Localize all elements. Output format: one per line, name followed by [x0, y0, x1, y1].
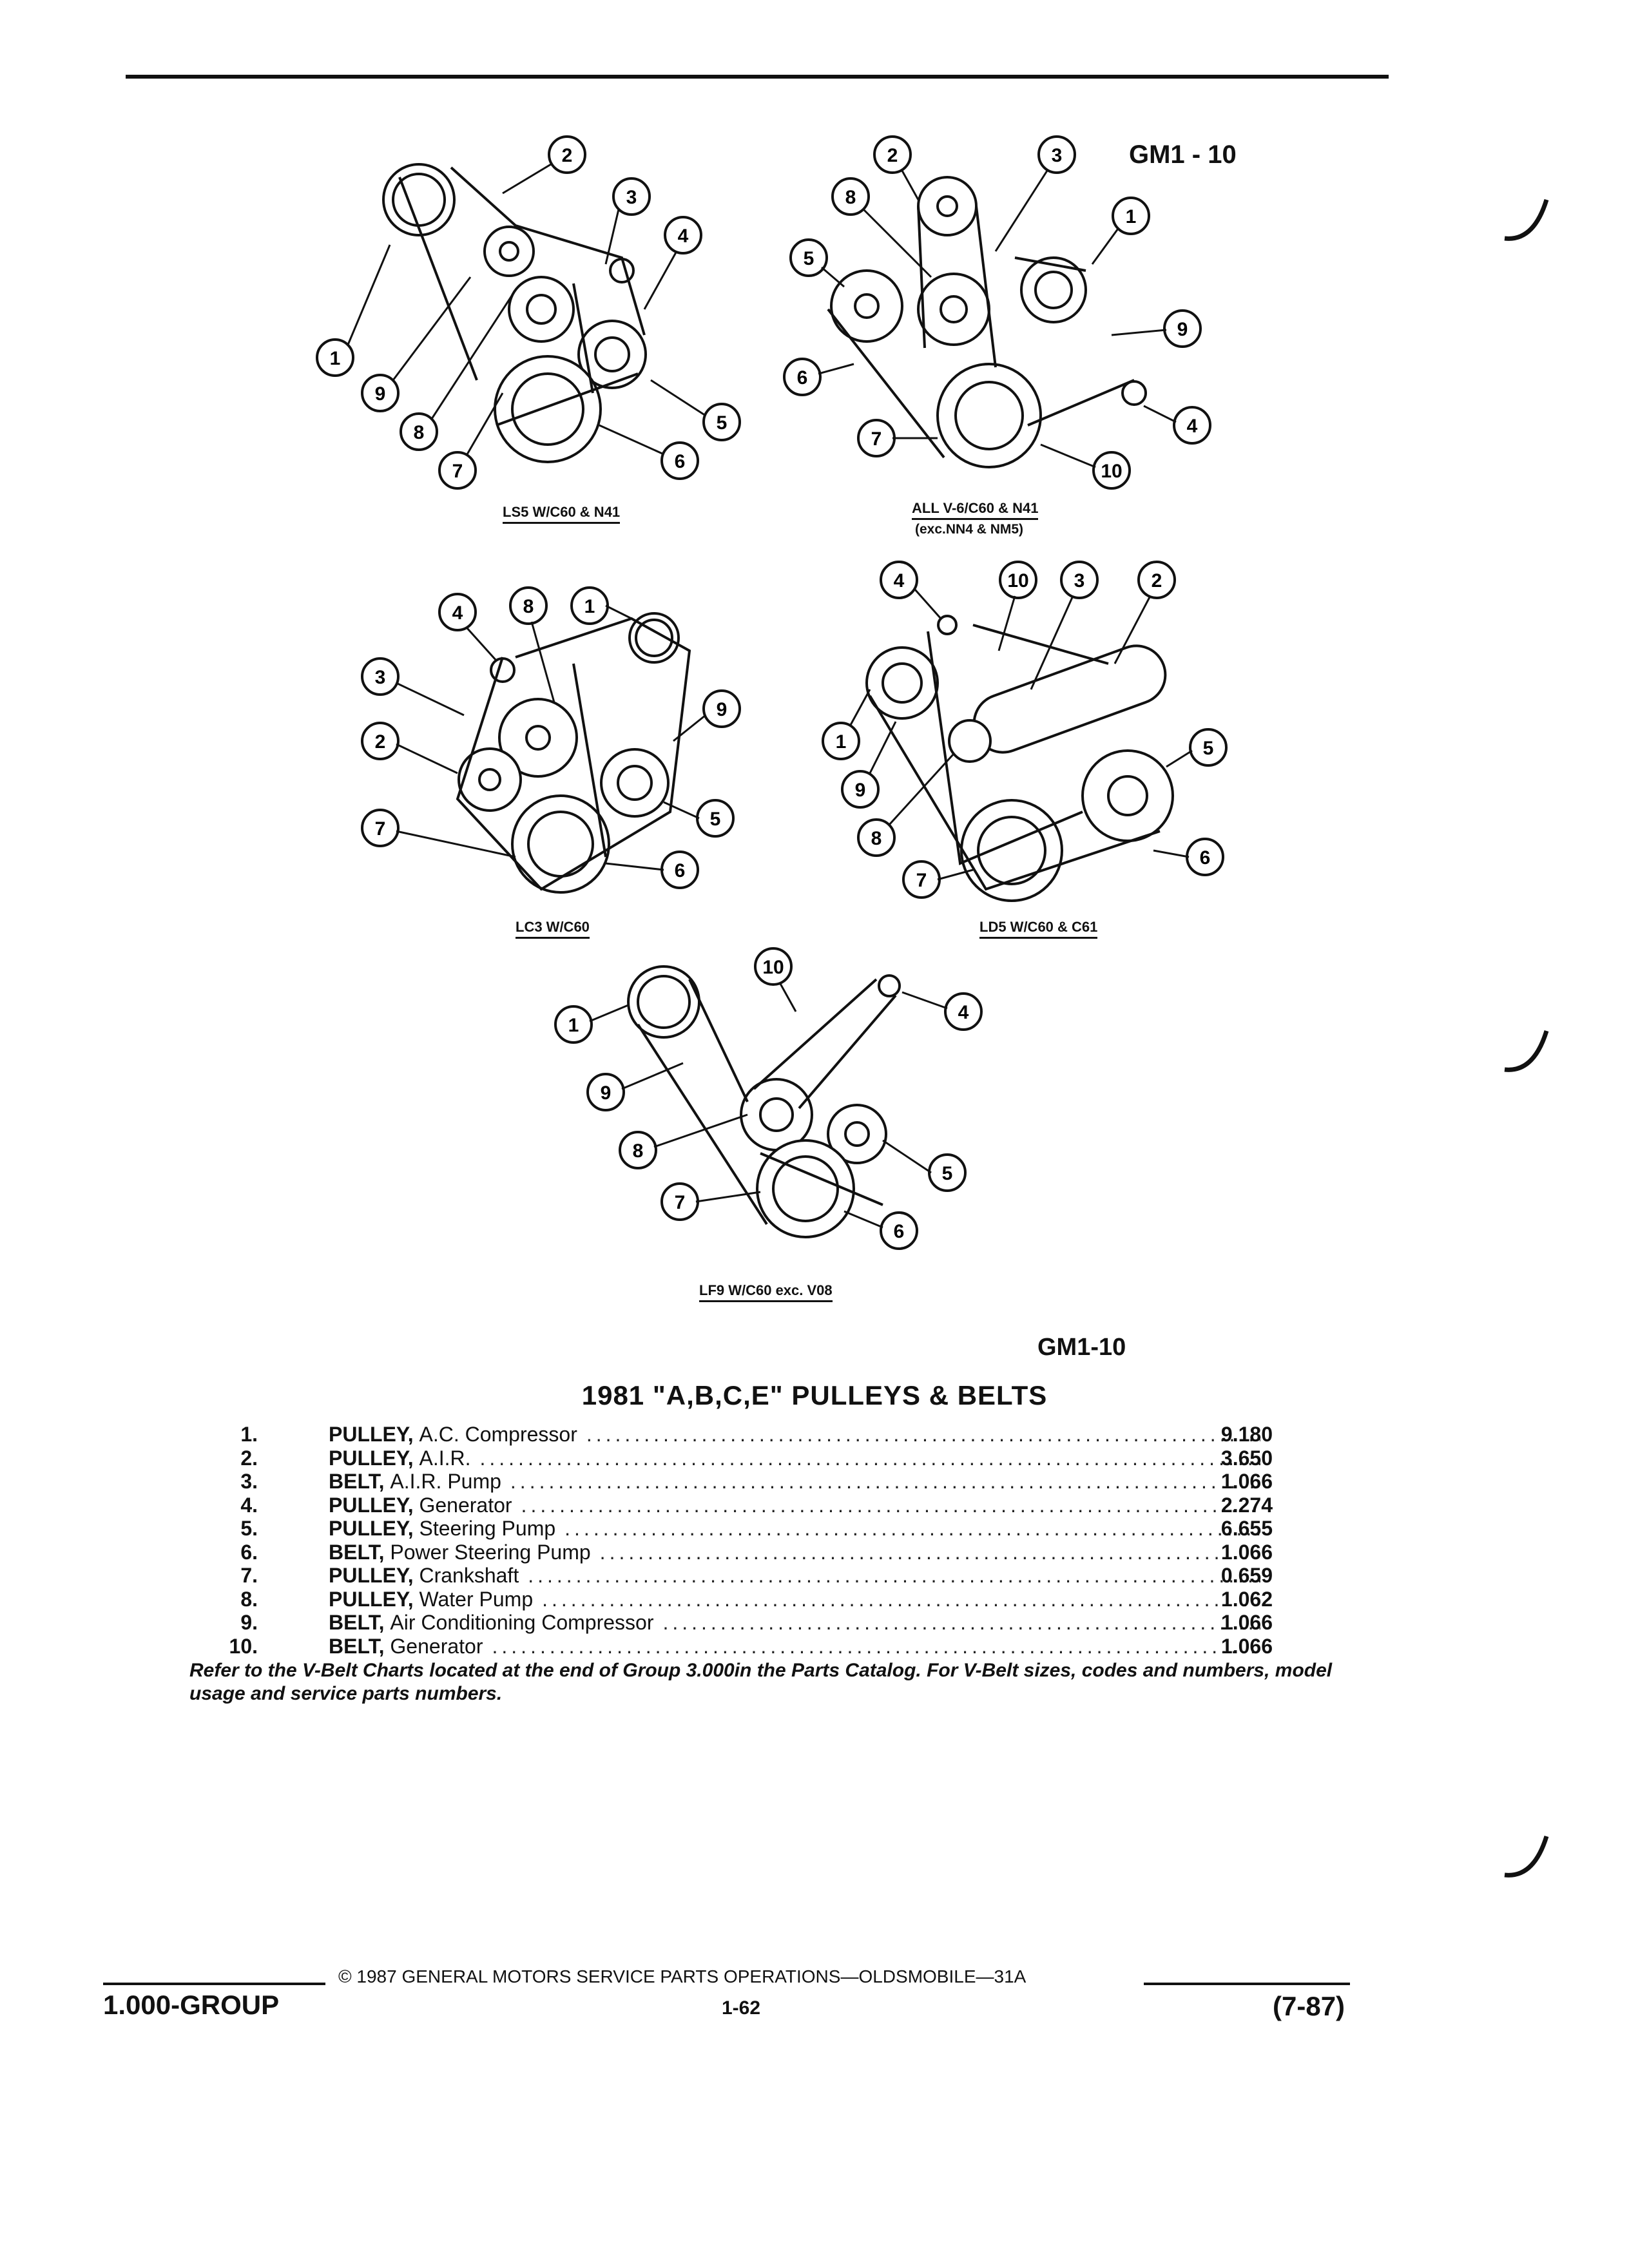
part-description — [329, 1494, 1269, 1517]
callout-4 — [1174, 407, 1210, 443]
svg-text:1: 1 — [1125, 206, 1137, 227]
callout-9 — [362, 375, 398, 411]
page-title: 1981 "A,B,C,E" PULLEYS & BELTS — [581, 1380, 1048, 1410]
footer-page-number: 1-62 — [722, 1997, 761, 2019]
part-description — [329, 1470, 1269, 1493]
part-number: 10. — [229, 1634, 258, 1658]
callout-4 — [439, 594, 476, 630]
callout-8 — [620, 1132, 656, 1168]
svg-text:7: 7 — [916, 870, 927, 891]
check-mark-1 — [1501, 187, 1553, 251]
part-name: Generator — [390, 1634, 483, 1658]
part-number: 9. — [240, 1611, 258, 1634]
callout-1 — [572, 588, 608, 624]
svg-text:7: 7 — [374, 818, 386, 840]
svg-text:9: 9 — [600, 1082, 612, 1104]
svg-text:8: 8 — [413, 422, 425, 443]
svg-text:4: 4 — [1186, 416, 1198, 437]
part-value: 1.062 — [1220, 1587, 1273, 1611]
callout-5 — [791, 240, 827, 276]
belt-diagram-lf9 — [541, 941, 1005, 1276]
diagram-label-ld5: LD5 W/C60 & C61 — [979, 919, 1097, 939]
callout-1 — [317, 340, 353, 376]
part-value: 2.274 — [1220, 1493, 1273, 1517]
callout-1 — [555, 1006, 592, 1043]
diagram-label-lc3: LC3 W/C60 — [516, 919, 590, 939]
dot-leader — [564, 1517, 1260, 1540]
part-kind: BELT, — [329, 1634, 385, 1658]
callout-7 — [439, 452, 476, 488]
callout-5 — [929, 1155, 965, 1191]
part-description — [329, 1423, 1269, 1446]
svg-text:4: 4 — [958, 1002, 969, 1023]
svg-text:5: 5 — [803, 248, 815, 269]
callout-9 — [588, 1074, 624, 1110]
callout-6 — [881, 1213, 917, 1249]
part-value: 3.650 — [1220, 1446, 1273, 1470]
svg-text:10: 10 — [1101, 461, 1123, 482]
part-name: Crankshaft — [419, 1564, 519, 1587]
diagram-label-ls5: LS5 W/C60 & N41 — [503, 504, 620, 524]
svg-text:5: 5 — [716, 412, 728, 434]
callout-1 — [823, 723, 859, 759]
part-number: 6. — [240, 1540, 258, 1564]
svg-text:5: 5 — [709, 809, 721, 830]
callout-8 — [833, 178, 869, 215]
svg-text:9: 9 — [1177, 319, 1188, 340]
parts-row — [174, 1517, 1273, 1541]
dot-leader — [600, 1541, 1260, 1564]
callout-7 — [662, 1184, 698, 1220]
part-number: 8. — [240, 1587, 258, 1611]
check-mark-2 — [1501, 1018, 1553, 1082]
svg-text:3: 3 — [374, 667, 386, 688]
callout-3 — [613, 178, 650, 215]
parts-row — [174, 1587, 1273, 1611]
part-description — [329, 1588, 1269, 1611]
part-number: 4. — [240, 1493, 258, 1517]
svg-text:4: 4 — [677, 226, 689, 247]
svg-text:6: 6 — [893, 1221, 905, 1242]
diagram-sublabel-v6: (exc.NN4 & NM5) — [915, 522, 1024, 537]
callout-6 — [662, 443, 698, 479]
svg-text:1: 1 — [568, 1015, 579, 1036]
svg-text:1: 1 — [329, 348, 341, 369]
callout-9 — [1164, 311, 1200, 347]
callout-7 — [858, 420, 894, 456]
svg-text:9: 9 — [716, 699, 728, 720]
part-name: A.I.R. Pump — [390, 1470, 501, 1493]
belt-diagram-ld5 — [825, 554, 1237, 915]
part-value: 1.066 — [1220, 1634, 1273, 1658]
footer-copyright: © 1987 GENERAL MOTORS SERVICE PARTS OPERATIONS—OLDSMOBILE—31A — [338, 1966, 1027, 1986]
part-name: Generator — [419, 1493, 512, 1517]
svg-text:4: 4 — [452, 602, 463, 624]
part-description — [329, 1517, 1269, 1540]
part-number: 7. — [240, 1564, 258, 1587]
svg-text:3: 3 — [626, 187, 637, 208]
svg-text:7: 7 — [452, 461, 463, 482]
part-kind: BELT, — [329, 1611, 385, 1634]
svg-text:9: 9 — [374, 383, 386, 405]
svg-text:8: 8 — [632, 1140, 644, 1162]
part-number: 5. — [240, 1517, 258, 1540]
diagram-label-v6: ALL V-6/C60 & N41 — [912, 500, 1038, 520]
part-description — [329, 1446, 1269, 1470]
svg-text:1: 1 — [835, 731, 847, 753]
part-number: 3. — [240, 1470, 258, 1493]
part-value: 1.066 — [1220, 1470, 1273, 1493]
part-name: Steering Pump — [419, 1517, 556, 1540]
parts-row — [174, 1540, 1273, 1564]
svg-text:2: 2 — [887, 145, 898, 166]
parts-row — [174, 1470, 1273, 1494]
callout-6 — [1187, 839, 1223, 875]
callout-5 — [704, 404, 740, 440]
svg-text:9: 9 — [854, 780, 866, 801]
callout-8 — [858, 820, 894, 856]
svg-text:2: 2 — [561, 145, 573, 166]
svg-text:3: 3 — [1074, 570, 1085, 591]
footer-date: (7-87) — [1273, 1991, 1345, 2021]
part-name: A.I.R. — [419, 1446, 471, 1470]
figure-code-top: GM1 - 10 — [1129, 140, 1237, 169]
callout-10 — [1000, 562, 1036, 598]
callout-2 — [362, 723, 398, 759]
callout-5 — [697, 800, 733, 836]
dot-leader — [510, 1470, 1260, 1493]
parts-row — [174, 1611, 1273, 1635]
svg-text:2: 2 — [1151, 570, 1162, 591]
footer-rule-left — [103, 1983, 325, 1985]
parts-list — [174, 1423, 1273, 1658]
diagram-label-lf9: LF9 W/C60 exc. V08 — [699, 1282, 833, 1302]
svg-text:8: 8 — [845, 187, 856, 208]
callout-4 — [665, 217, 701, 253]
belt-diagram-ls5 — [303, 122, 741, 503]
callout-4 — [945, 994, 981, 1030]
part-kind: PULLEY, — [329, 1587, 414, 1611]
part-name: Water Pump — [419, 1587, 534, 1611]
svg-text:5: 5 — [1202, 738, 1214, 759]
svg-text:8: 8 — [871, 828, 882, 849]
part-value: 6.655 — [1220, 1517, 1273, 1540]
parts-row — [174, 1564, 1273, 1588]
parts-row — [174, 1493, 1273, 1517]
part-description — [329, 1541, 1269, 1564]
part-value: 1.066 — [1220, 1611, 1273, 1634]
belt-diagram-v6 — [783, 122, 1234, 496]
svg-text:6: 6 — [796, 367, 808, 389]
callout-3 — [1039, 137, 1075, 173]
part-description — [329, 1564, 1269, 1587]
part-value: 0.659 — [1220, 1564, 1273, 1587]
footer-group: 1.000-GROUP — [103, 1990, 280, 2020]
callout-5 — [1190, 729, 1226, 765]
dot-leader — [542, 1588, 1260, 1611]
svg-text:2: 2 — [374, 731, 386, 753]
part-kind: PULLEY, — [329, 1446, 414, 1470]
footer-rule-right — [1144, 1983, 1350, 1985]
parts-row — [174, 1446, 1273, 1470]
svg-text:6: 6 — [674, 451, 686, 472]
callout-3 — [1061, 562, 1097, 598]
dot-leader — [586, 1423, 1260, 1446]
parts-row — [174, 1634, 1273, 1658]
callout-9 — [842, 771, 878, 807]
svg-text:5: 5 — [941, 1163, 953, 1184]
part-description — [329, 1635, 1269, 1658]
dot-leader — [521, 1494, 1260, 1517]
check-mark-3 — [1501, 1823, 1553, 1888]
svg-text:4: 4 — [893, 570, 905, 591]
svg-text:3: 3 — [1051, 145, 1063, 166]
callout-7 — [903, 861, 940, 898]
part-kind: BELT, — [329, 1470, 385, 1493]
reference-note: Refer to the V-Belt Charts located at the end of Group 3.000in the Parts Catalog. For V-Belt sizes, codes and numbers, model usage and service parts numbers. — [189, 1660, 1333, 1704]
part-number: 2. — [240, 1446, 258, 1470]
part-kind: PULLEY, — [329, 1493, 414, 1517]
belt-diagram-lc3 — [348, 567, 735, 915]
svg-text:8: 8 — [523, 596, 534, 617]
callout-2 — [549, 137, 585, 173]
callout-4 — [881, 562, 917, 598]
part-kind: PULLEY, — [329, 1517, 414, 1540]
part-description — [329, 1611, 1269, 1634]
callout-9 — [704, 691, 740, 727]
part-name: Power Steering Pump — [390, 1540, 591, 1564]
svg-text:6: 6 — [674, 860, 686, 881]
part-name: Air Conditioning Compressor — [390, 1611, 654, 1634]
part-value: 1.066 — [1220, 1540, 1273, 1564]
dot-leader — [528, 1564, 1260, 1587]
svg-text:7: 7 — [674, 1192, 686, 1213]
callout-10 — [1094, 452, 1130, 488]
part-value: 9.180 — [1220, 1423, 1273, 1446]
callout-7 — [362, 810, 398, 846]
part-name: A.C. Compressor — [419, 1423, 577, 1446]
part-number: 1. — [240, 1423, 258, 1446]
callout-1 — [1113, 198, 1149, 234]
callout-8 — [401, 414, 437, 450]
callout-6 — [784, 359, 820, 395]
svg-text:10: 10 — [762, 957, 784, 978]
svg-text:1: 1 — [584, 596, 595, 617]
callout-10 — [755, 948, 791, 985]
callout-2 — [874, 137, 911, 173]
dot-leader — [479, 1446, 1260, 1470]
callout-6 — [662, 852, 698, 888]
part-kind: PULLEY, — [329, 1423, 414, 1446]
part-kind: BELT, — [329, 1540, 385, 1564]
dot-leader — [492, 1635, 1260, 1658]
header-rule — [126, 75, 1389, 79]
svg-text:7: 7 — [871, 428, 882, 450]
callout-8 — [510, 588, 546, 624]
callout-3 — [362, 658, 398, 695]
parts-row — [174, 1423, 1273, 1446]
callout-2 — [1139, 562, 1175, 598]
svg-text:6: 6 — [1199, 847, 1211, 869]
section-code: GM1-10 — [1037, 1334, 1126, 1361]
part-kind: PULLEY, — [329, 1564, 414, 1587]
svg-text:10: 10 — [1007, 570, 1029, 591]
